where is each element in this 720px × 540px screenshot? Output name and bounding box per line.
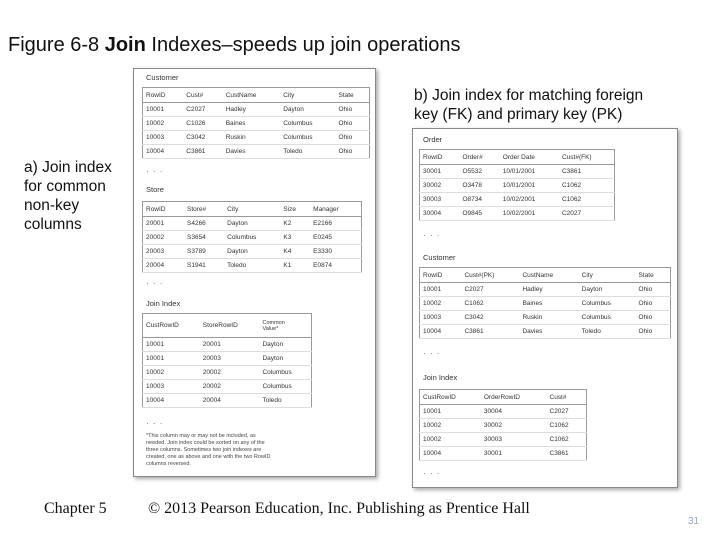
- column-header: CustRowID: [420, 390, 481, 405]
- table-cell: 30003: [481, 433, 547, 447]
- table-cell: O8734: [459, 193, 499, 207]
- table-cell: 10003: [420, 311, 462, 325]
- column-header: State: [335, 88, 369, 103]
- table-cell: Ruskin: [223, 131, 281, 145]
- column-header: RowID: [143, 202, 185, 217]
- table-cell: Toledo: [280, 145, 335, 159]
- column-header: Store#: [184, 202, 224, 217]
- text-line: *This column may or may not be included, as: [146, 433, 256, 439]
- table-cell: C2027: [461, 283, 519, 297]
- table-row: [420, 193, 615, 207]
- table-cell: 30003: [420, 193, 460, 207]
- footnote: [146, 433, 306, 468]
- table-row: [420, 325, 671, 339]
- table-row: [420, 207, 615, 221]
- table-cell: S3654: [184, 231, 224, 245]
- table-row: [143, 145, 370, 159]
- table-cell: C1062: [547, 419, 587, 433]
- column-header: State: [636, 268, 671, 283]
- table-row: [143, 338, 312, 352]
- table-cell: Ruskin: [519, 311, 578, 325]
- column-header: OrderRowID: [481, 390, 547, 405]
- table-cell: E2166: [310, 217, 361, 231]
- text-line: needed. Join index could be sorted on any of the: [146, 440, 265, 446]
- column-header: Cust#: [547, 390, 587, 405]
- text-line: a) Join index: [24, 159, 112, 176]
- table-cell: S4266: [184, 217, 224, 231]
- text-line: for common: [24, 178, 106, 195]
- column-header: Cust#: [183, 88, 222, 103]
- table-cell: Ohio: [636, 297, 671, 311]
- table-row: [143, 366, 312, 380]
- table-cell: Toledo: [224, 259, 280, 273]
- table-cell: 20002: [200, 380, 260, 394]
- table-cell: Ohio: [636, 283, 671, 297]
- table-cell: 10001: [143, 352, 200, 366]
- figure-a: [133, 68, 376, 477]
- column-header: Cust#(FK): [559, 150, 615, 165]
- ellipsis: · · ·: [423, 469, 441, 478]
- customer-table: [142, 87, 370, 159]
- table-cell: 10002: [143, 117, 184, 131]
- table-row: [420, 447, 587, 461]
- table-cell: 30004: [481, 405, 547, 419]
- customer-table: [419, 267, 671, 339]
- table-cell: E0874: [310, 259, 361, 273]
- table-cell: K3: [280, 231, 310, 245]
- table-cell: Dayton: [579, 283, 636, 297]
- table-cell: O5532: [459, 165, 499, 179]
- store-table-label: Store: [146, 185, 164, 194]
- table-cell: Ohio: [636, 325, 671, 339]
- table-cell: K4: [280, 245, 310, 259]
- table-cell: C1062: [547, 433, 587, 447]
- column-header: CustRowID: [143, 314, 200, 338]
- text-line: columns reversed.: [146, 461, 191, 467]
- table-cell: C2027: [183, 103, 222, 117]
- footer-copyright: © 2013 Pearson Education, Inc. Publishing as Prentice Hall: [148, 500, 530, 517]
- figure-b: [412, 128, 678, 488]
- table-cell: 10003: [143, 380, 200, 394]
- table-cell: C1062: [559, 193, 615, 207]
- column-header: [259, 314, 311, 338]
- table-cell: 10004: [143, 145, 184, 159]
- table-cell: 20002: [200, 366, 260, 380]
- table-cell: 20003: [200, 352, 260, 366]
- column-header-line: Value*: [262, 325, 279, 332]
- table-cell: 20002: [143, 231, 185, 245]
- table-row: [143, 117, 370, 131]
- column-header-line: Common: [262, 319, 285, 326]
- table-cell: C2027: [559, 207, 615, 221]
- text-line: three columns. Sometimes two join indexes are: [146, 447, 262, 453]
- table-cell: Columbus: [579, 311, 636, 325]
- table-cell: 10004: [143, 394, 200, 408]
- column-header: Order#: [459, 150, 499, 165]
- column-header: City: [224, 202, 280, 217]
- table-cell: 20001: [200, 338, 260, 352]
- customer-table-label: Customer: [423, 253, 456, 262]
- table-cell: 10002: [420, 433, 481, 447]
- slide-title: Figure 6-8 Join Indexes–speeds up join operations: [8, 34, 461, 56]
- table-cell: 10002: [420, 297, 462, 311]
- table-cell: 30001: [420, 165, 460, 179]
- table-row: [420, 433, 587, 447]
- table-cell: Ohio: [335, 131, 369, 145]
- table-header-row: [420, 390, 587, 405]
- ellipsis: · · ·: [423, 349, 441, 358]
- table-cell: C1026: [183, 117, 222, 131]
- table-cell: O3478: [459, 179, 499, 193]
- table-cell: Baines: [519, 297, 578, 311]
- table-cell: Dayton: [224, 245, 280, 259]
- join-index-label: Join Index: [146, 299, 181, 308]
- store-table: [142, 201, 362, 273]
- page-number: 31: [688, 516, 700, 527]
- table-cell: 30002: [481, 419, 547, 433]
- table-cell: C3861: [183, 145, 222, 159]
- table-header-row: [143, 202, 362, 217]
- table-cell: E3330: [310, 245, 361, 259]
- table-row: [420, 297, 671, 311]
- table-cell: 10004: [420, 447, 481, 461]
- table-cell: C3042: [183, 131, 222, 145]
- table-header-row: [420, 268, 671, 283]
- table-cell: K1: [280, 259, 310, 273]
- table-cell: Columbus: [280, 131, 335, 145]
- join-index-table: [142, 313, 312, 408]
- table-row: [420, 283, 671, 297]
- table-cell: S3789: [184, 245, 224, 259]
- table-row: [420, 419, 587, 433]
- table-row: [143, 103, 370, 117]
- table-cell: E0245: [310, 231, 361, 245]
- table-cell: Baines: [223, 117, 281, 131]
- table-row: [143, 352, 312, 366]
- table-cell: 10/02/2001: [500, 207, 559, 221]
- table-cell: Davies: [223, 145, 281, 159]
- table-row: [420, 165, 615, 179]
- table-cell: 30001: [481, 447, 547, 461]
- table-cell: C3861: [547, 447, 587, 461]
- table-cell: Ohio: [335, 103, 369, 117]
- table-row: [143, 259, 362, 273]
- table-cell: Davies: [519, 325, 578, 339]
- table-row: [143, 231, 362, 245]
- table-row: [420, 179, 615, 193]
- column-header: RowID: [143, 88, 184, 103]
- table-cell: 20001: [143, 217, 185, 231]
- table-cell: 10001: [143, 103, 184, 117]
- note-b: [414, 86, 643, 124]
- table-cell: Toledo: [579, 325, 636, 339]
- table-cell: Ohio: [335, 117, 369, 131]
- column-header: CustName: [519, 268, 578, 283]
- table-cell: Columbus: [259, 380, 311, 394]
- table-cell: C3042: [461, 311, 519, 325]
- column-header: RowID: [420, 150, 460, 165]
- customer-table-label: Customer: [146, 73, 179, 82]
- column-header: RowID: [420, 268, 462, 283]
- table-cell: Ohio: [636, 311, 671, 325]
- table-row: [420, 311, 671, 325]
- table-cell: 10001: [420, 405, 481, 419]
- table-cell: Columbus: [224, 231, 280, 245]
- column-header: Manager: [310, 202, 361, 217]
- table-cell: Toledo: [259, 394, 311, 408]
- text-line: key (FK) and primary key (PK): [414, 106, 623, 123]
- table-cell: 20004: [200, 394, 260, 408]
- table-cell: C1062: [461, 297, 519, 311]
- text-line: created, one as above and one with the two RowID: [146, 454, 271, 460]
- table-row: [143, 380, 312, 394]
- table-cell: 10/02/2001: [500, 193, 559, 207]
- table-cell: 20003: [143, 245, 185, 259]
- table-cell: 30002: [420, 179, 460, 193]
- table-cell: O9845: [459, 207, 499, 221]
- note-a: [24, 158, 112, 234]
- table-cell: 10001: [143, 338, 200, 352]
- table-row: [420, 405, 587, 419]
- table-cell: Columbus: [579, 297, 636, 311]
- table-cell: C1062: [559, 179, 615, 193]
- column-header: Size: [280, 202, 310, 217]
- table-cell: 10003: [143, 131, 184, 145]
- table-cell: 10002: [420, 419, 481, 433]
- table-cell: Hadley: [519, 283, 578, 297]
- table-cell: C3861: [559, 165, 615, 179]
- table-header-row: [143, 314, 312, 338]
- table-row: [143, 131, 370, 145]
- table-row: [143, 245, 362, 259]
- column-header: City: [280, 88, 335, 103]
- table-cell: Columbus: [280, 117, 335, 131]
- table-cell: Ohio: [335, 145, 369, 159]
- footer-chapter: Chapter 5: [44, 500, 107, 517]
- table-cell: C3861: [461, 325, 519, 339]
- table-cell: 10/01/2001: [500, 179, 559, 193]
- text-line: b) Join index for matching foreign: [414, 87, 644, 104]
- ellipsis: · · ·: [146, 419, 164, 428]
- table-cell: 20004: [143, 259, 185, 273]
- table-header-row: [420, 150, 615, 165]
- column-header: StoreRowID: [200, 314, 260, 338]
- join-index-label: Join Index: [423, 373, 458, 382]
- table-row: [143, 217, 362, 231]
- order-table-label: Order: [423, 135, 443, 144]
- table-cell: 10002: [143, 366, 200, 380]
- table-cell: Dayton: [259, 338, 311, 352]
- text-line: non-key: [24, 197, 80, 214]
- column-header: City: [579, 268, 636, 283]
- text-line: columns: [24, 216, 82, 233]
- table-cell: C2027: [547, 405, 587, 419]
- table-cell: Dayton: [259, 352, 311, 366]
- table-cell: Dayton: [280, 103, 335, 117]
- join-index-table: [419, 389, 587, 461]
- table-cell: Dayton: [224, 217, 280, 231]
- table-cell: 10/01/2001: [500, 165, 559, 179]
- ellipsis: · · ·: [146, 167, 164, 176]
- table-cell: K2: [280, 217, 310, 231]
- table-row: [143, 394, 312, 408]
- ellipsis: · · ·: [423, 231, 441, 240]
- table-cell: Columbus: [259, 366, 311, 380]
- column-header: Cust#(PK): [461, 268, 519, 283]
- table-cell: 10004: [420, 325, 462, 339]
- table-cell: Hadley: [223, 103, 281, 117]
- table-cell: 10001: [420, 283, 462, 297]
- table-header-row: [143, 88, 370, 103]
- table-cell: 30004: [420, 207, 460, 221]
- ellipsis: · · ·: [146, 279, 164, 288]
- column-header: CustName: [223, 88, 281, 103]
- column-header: Order Date: [500, 150, 559, 165]
- order-table: [419, 149, 615, 221]
- table-cell: S1941: [184, 259, 224, 273]
